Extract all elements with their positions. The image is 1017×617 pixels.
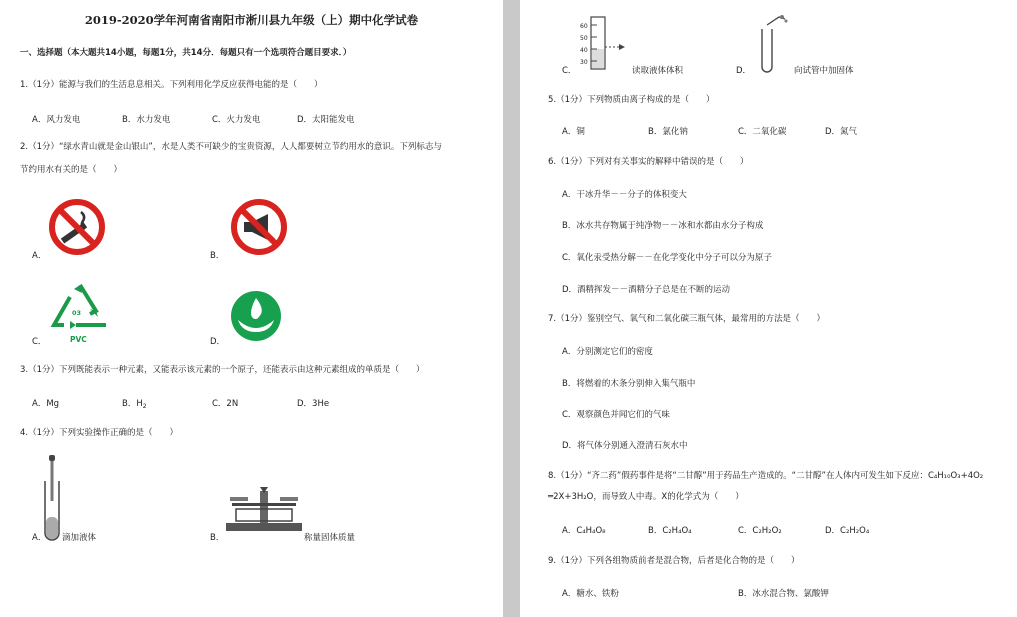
- recycle-text: PVC: [70, 335, 87, 344]
- add-solid-testtube-icon: [756, 13, 790, 75]
- q6-option-b: B．冰水共存物属于纯净物－－冰和水都由水分子构成: [562, 221, 764, 231]
- page-gutter: [503, 0, 520, 617]
- q9-option-a: A．糖水、铁粉: [562, 589, 619, 599]
- q6-option-a: A．干冰升华－－分子的体积变大: [562, 190, 687, 200]
- exam-title: 2019-2020学年河南省南阳市淅川县九年级（上）期中化学试卷: [84, 13, 419, 27]
- q2-label-a: A．: [32, 251, 47, 261]
- q2-stem-line2: 节约用水有关的是（ ）: [20, 165, 123, 175]
- q4-option-a: A．: [32, 533, 47, 543]
- q9-stem: 9.（1分）下列各组物质前者是混合物，后者是化合物的是（ ）: [548, 556, 800, 566]
- q8-option-b: B．C₂H₄O₄: [648, 526, 692, 536]
- q3-option-d: D．3He: [297, 399, 330, 409]
- q5-option-c: C．二氧化碳: [738, 127, 787, 137]
- q6-stem: 6.（1分）下列对有关事实的解释中错误的是（ ）: [548, 157, 749, 167]
- q8-option-c: C．C₂H₂O₂: [738, 526, 782, 536]
- q4-stem: 4.（1分）下列实验操作正确的是（ ）: [20, 428, 179, 438]
- no-horn-icon: [230, 198, 288, 256]
- q4-option-b: B．: [210, 533, 225, 543]
- left-page: [0, 0, 503, 617]
- q4-caption-c: 读取液体体积: [632, 66, 684, 76]
- q5-stem: 5.（1分）下列物质由离子构成的是（ ）: [548, 95, 715, 105]
- q5-option-a: A．铜: [562, 127, 585, 137]
- cylinder-tick-30: 30: [580, 59, 588, 66]
- q1-stem: 1.（1分）能源与我们的生活息息相关。下列利用化学反应获得电能的是（ ）: [20, 80, 323, 90]
- q5-option-b: B．氯化钠: [648, 127, 688, 137]
- q8-option-d: D．C₂H₂O₄: [825, 526, 870, 536]
- q4-caption-d: 向试管中加固体: [794, 66, 854, 76]
- water-saving-icon: [230, 290, 282, 342]
- section-heading: 一、选择题（本大题共14小题，每题1分，共14分．每题只有一个选项符合题目要求．）: [20, 48, 352, 58]
- q2-label-d: D．: [210, 337, 226, 347]
- q3-option-b: B．$H_2$: [122, 399, 147, 410]
- q3-stem: 3.（1分）下列既能表示一种元素，又能表示该元素的一个原子，还能表示由这种元素组成的单质是（ ）: [20, 365, 425, 375]
- q3-option-a: A．Mg: [32, 399, 60, 409]
- q1-option-a: A．风力发电: [32, 115, 81, 125]
- recycle-number: 03: [72, 309, 82, 317]
- q3-option-c: C．2N: [212, 399, 239, 409]
- q8-stem-line2: ═2X+3H₂O，而导致人中毒。X的化学式为（ ）: [548, 492, 744, 502]
- q4-caption-b: 称量固体质量: [304, 533, 356, 543]
- right-page: [520, 0, 1017, 617]
- q2-stem-line1: 2.（1分）“绿水青山就是金山银山”，水是人类不可缺少的宝贵资源，人人都要树立节约用水的意识。下列标志与: [20, 142, 442, 152]
- q4-option-d: D．: [736, 66, 752, 76]
- balance-scale-icon: [226, 487, 302, 531]
- q1-option-c: C．火力发电: [212, 115, 261, 125]
- q7-option-a: A．分别测定它们的密度: [562, 347, 653, 357]
- q5-option-d: D．氮气: [825, 127, 858, 137]
- q1-option-d: D．太阳能发电: [297, 115, 355, 125]
- q7-option-c: C．观察颜色并闻它们的气味: [562, 410, 670, 420]
- dropper-testtube-icon: [40, 455, 64, 541]
- q4-option-c: C．: [562, 66, 577, 76]
- q8-stem-line1: 8.（1分）“齐二药”假药事件是将“二甘醇”用于药品生产造成的。“二甘醇”在人体内可发生如下反应：C₄H₁₀O₃+4O₂: [548, 471, 984, 481]
- q7-option-b: B．将燃着的木条分别伸入集气瓶中: [562, 379, 696, 389]
- q6-option-c: C．氧化汞受热分解－－在化学变化中分子可以分为原子: [562, 253, 772, 263]
- q7-stem: 7.（1分）鉴别空气、氧气和二氧化碳三瓶气体，最常用的方法是（ ）: [548, 314, 826, 324]
- cylinder-tick-60: 60: [580, 23, 588, 30]
- q1-option-b: B．水力发电: [122, 115, 171, 125]
- q7-option-d: D．将气体分别通入澄清石灰水中: [562, 441, 688, 451]
- q8-option-a: A．C₄H₄O₈: [562, 526, 606, 536]
- q6-option-d: D．酒精挥发－－酒精分子总是在不断的运动: [562, 285, 731, 295]
- q9-option-b: B．冰水混合物、氯酸钾: [738, 589, 829, 599]
- cylinder-tick-40: 40: [580, 47, 588, 54]
- no-smoking-icon: [48, 198, 106, 256]
- cylinder-tick-50: 50: [580, 35, 588, 42]
- q2-label-b: B．: [210, 251, 225, 261]
- q4-caption-a: 滴加液体: [62, 533, 97, 543]
- q2-label-c: C．: [32, 337, 47, 347]
